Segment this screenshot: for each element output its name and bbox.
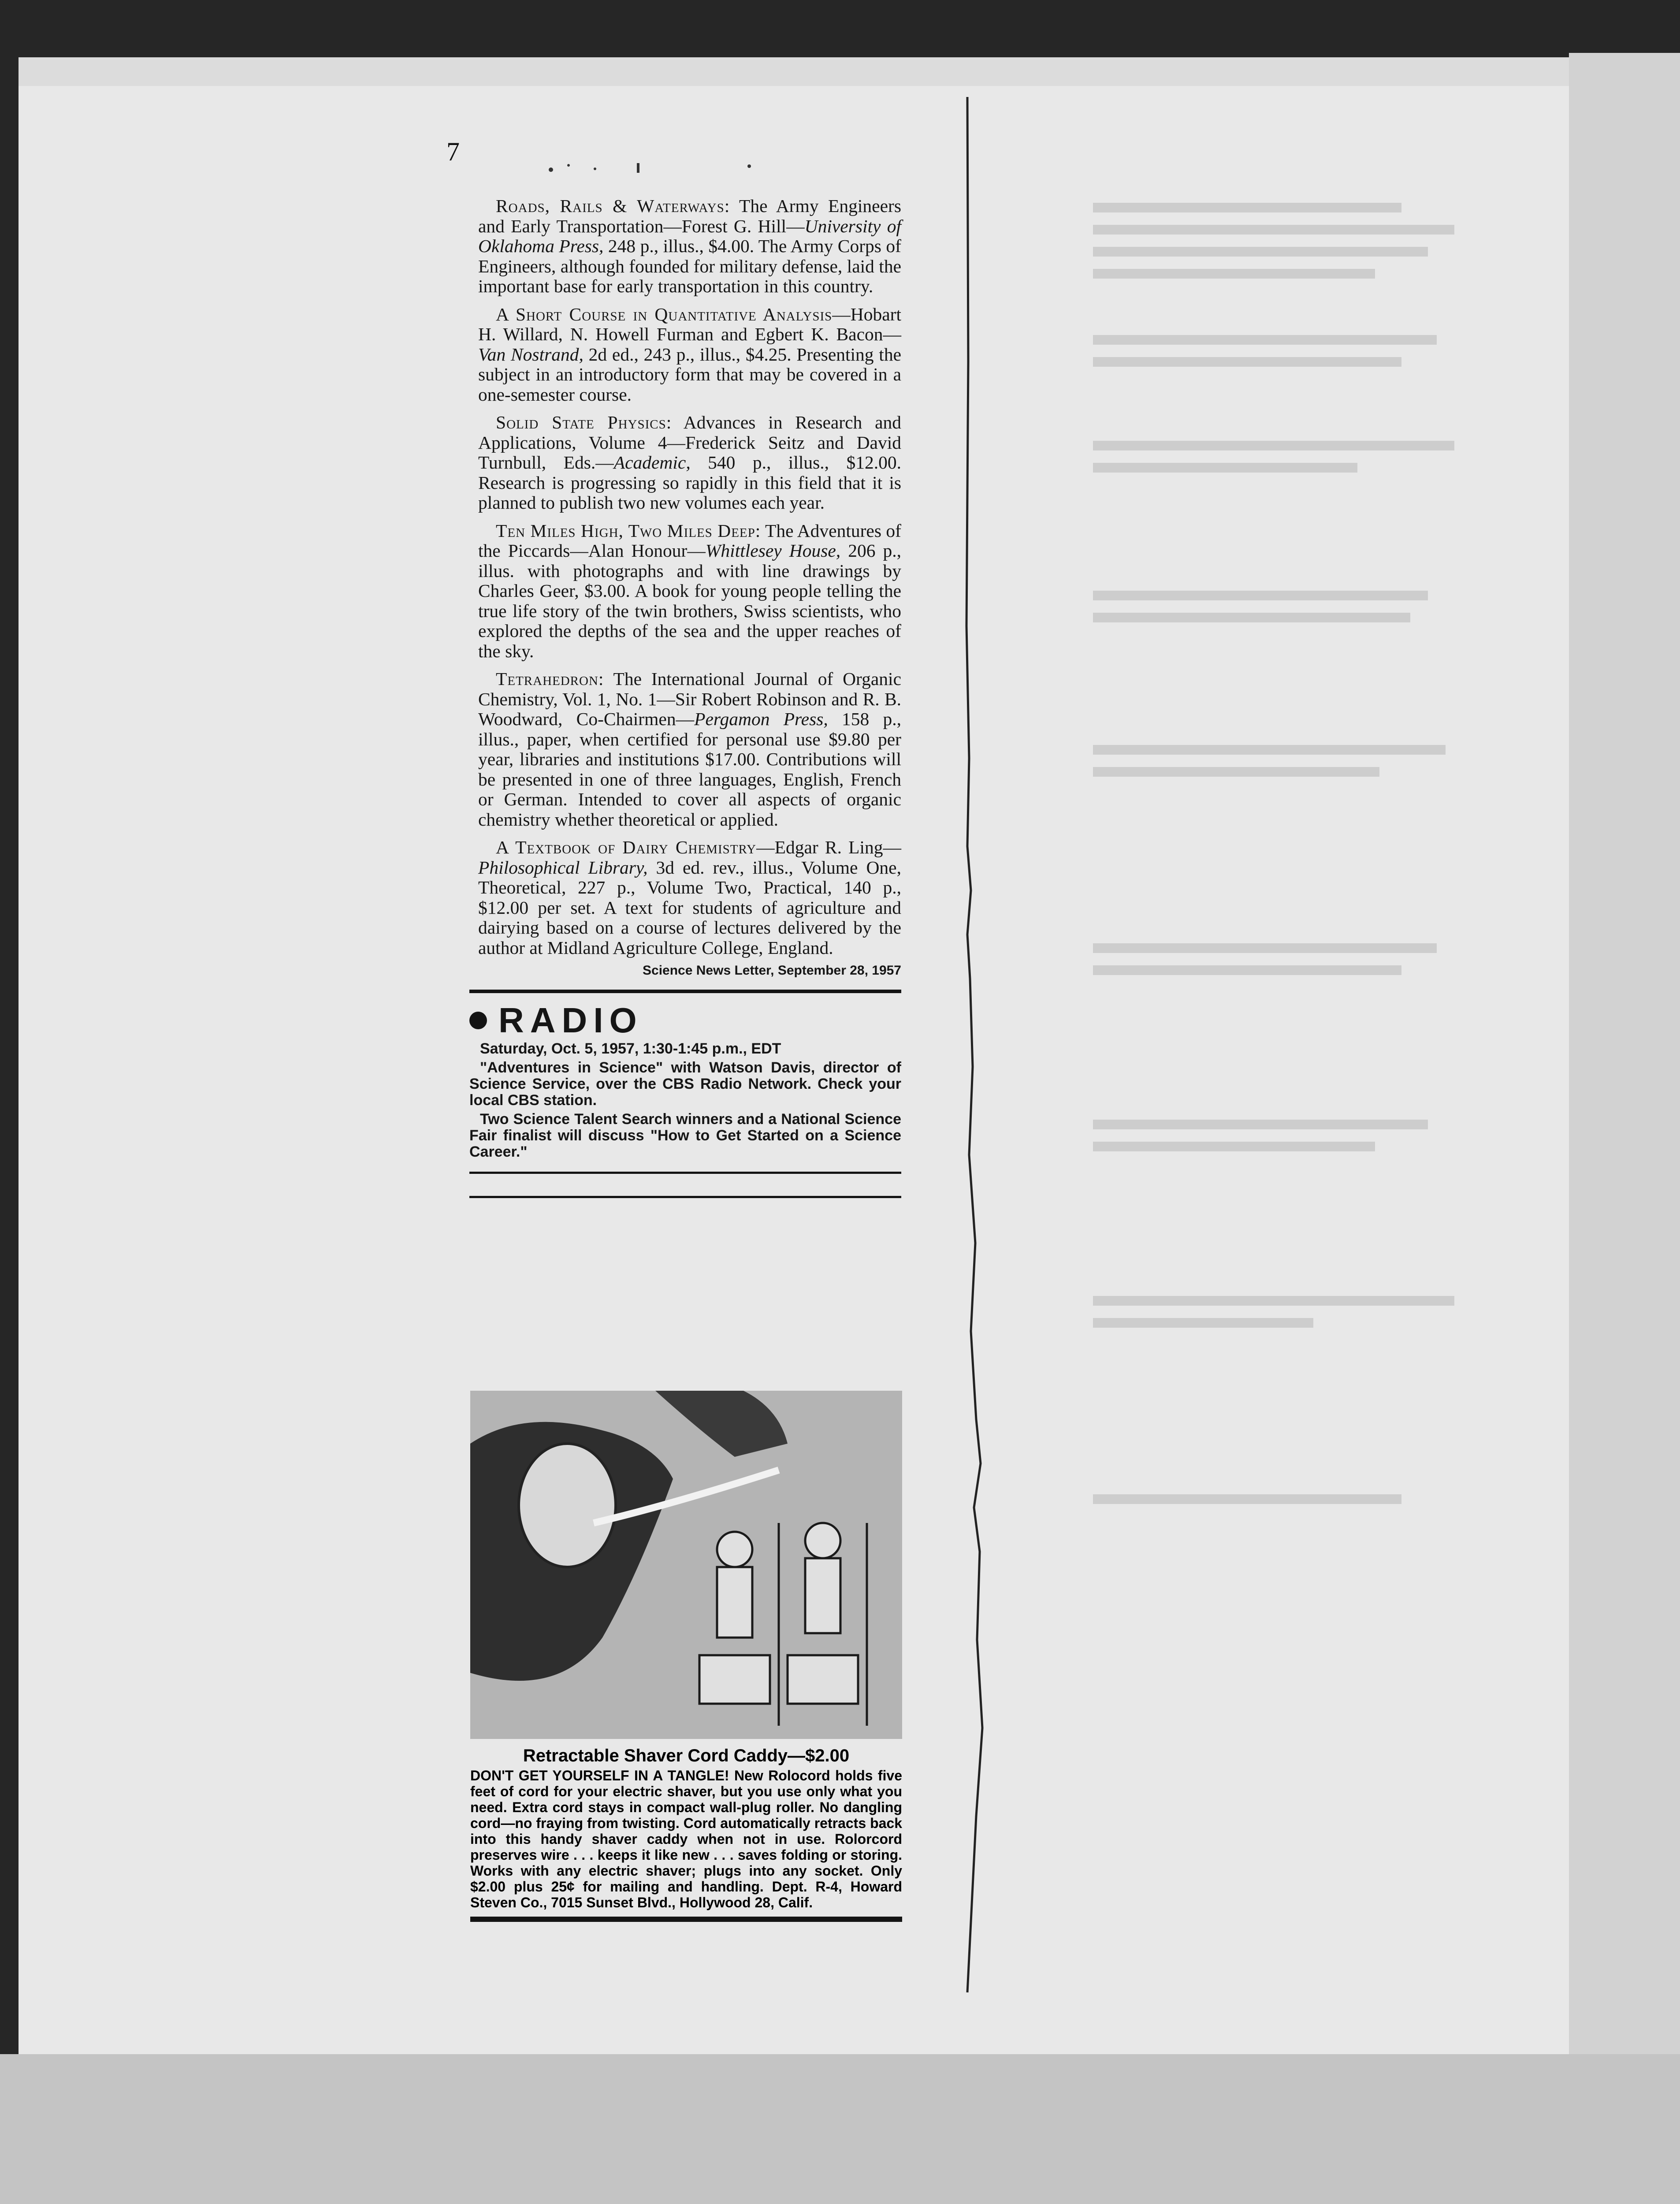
radio-paragraph: Two Science Talent Search winners and a National Science Fair finalist will discuss "How to Get Started on a Science Career." xyxy=(469,1111,901,1160)
review-title: Tetrahedron: xyxy=(496,669,604,689)
review-entry xyxy=(478,413,901,513)
review-text: The Adventures of the Piccards—Alan Honour— xyxy=(478,520,901,561)
shaver-cord-ad xyxy=(470,1391,902,1922)
radio-heading-text: RADIO xyxy=(498,1001,643,1040)
review-title: A Short Course in Quantitative Analysis xyxy=(496,304,833,324)
ad-bottom-rule xyxy=(470,1917,902,1922)
page-number: 7 xyxy=(446,137,460,166)
review-title: Solid State Physics: xyxy=(496,412,672,432)
review-entry xyxy=(478,305,901,405)
review-text: 248 p., illus., $4.00. The Army Corps of Engineers, although founded for military defense, laid the important base for early transportation in this country. xyxy=(478,236,901,296)
review-title: Roads, Rails & Waterways: xyxy=(496,196,730,216)
review-entry xyxy=(478,196,901,297)
radio-heading xyxy=(469,1000,901,1041)
review-text: 206 p., illus. with photographs and with line drawings by Charles Geer, $3.00. A book for young people telling the true life story of the twin brothers, Swiss scientists, who explored the depths of the sea and the upper reaches of the sky. xyxy=(478,540,901,661)
review-entry xyxy=(478,669,901,830)
radio-paragraph: "Adventures in Science" with Watson Davis, director of Science Service, over the CBS Radio Network. Check your local CBS station. xyxy=(469,1059,901,1109)
review-publisher: University of Oklahoma Press, xyxy=(478,216,901,256)
section-divider xyxy=(469,1196,901,1198)
section-divider xyxy=(469,990,901,993)
review-publisher: Academic, xyxy=(613,452,691,473)
torn-clipping-edge xyxy=(950,97,989,2019)
adjacent-page-edge xyxy=(1569,53,1680,2063)
review-text: 2d ed., 243 p., illus., $4.25. Presenting the subject in an introductory form that may be covered in a one-semester course. xyxy=(478,344,902,405)
section-divider xyxy=(469,1172,901,1174)
lower-sheet xyxy=(0,2054,1680,2204)
ad-title: Retractable Shaver Cord Caddy—$2.00 xyxy=(523,1746,850,1765)
ad-illustration xyxy=(470,1391,902,1739)
review-entry xyxy=(478,521,901,662)
credit-line: Science News Letter, September 28, 1957 xyxy=(643,963,901,978)
radio-notice xyxy=(469,1041,901,1160)
review-title: A Textbook of Dairy Chemistry xyxy=(496,837,757,857)
review-title: Ten Miles High, Two Miles Deep: xyxy=(496,520,761,541)
review-text: The Army Engineers and Early Transportation—Forest G. Hill— xyxy=(478,196,901,236)
review-text: 3d ed. rev., illus., Volume One, Theoretical, 227 p., Volume Two, Practical, 140 p., $12.00 per set. A text for students of agriculture and dairying based on a course of lectures delivered by the author at Midland Agriculture College, England. xyxy=(478,857,901,958)
bleed-through-text xyxy=(1075,194,1560,1560)
ad-body: DON'T GET YOURSELF IN A TANGLE! New Rolocord holds five feet of cord for your electric shaver, but you use only what you need. Extra cord stays in compact wall-plug roller. No dangling cord—no fraying from twisting. Cord automatically retracts back into this handy shaver caddy when not in use. Rolorcord preserves wire . . . keeps it like new . . . saves folding or storing. Works with any electric shaver; plugs into any socket. Only $2.00 plus 25¢ for mailing and handling. Dept. R-4, Howard Steven Co., 7015 Sunset Blvd., Hollywood 28, Calif. xyxy=(470,1768,902,1910)
hand-and-shaver-illustration xyxy=(470,1391,902,1739)
review-text: The International Journal of Organic Chemistry, Vol. 1, No. 1—Sir Robert Robinson and R. B. Woodward, Co-Chairmen— xyxy=(478,669,901,729)
stray-marks xyxy=(542,161,789,179)
book-reviews-column xyxy=(469,196,902,1198)
review-publisher: Whittlesey House, xyxy=(705,540,841,561)
bullet-icon xyxy=(469,1012,487,1029)
review-text: 158 p., illus., paper, when certified for personal use $9.80 per year, libraries and institutions $17.00. Contributions will be presented in one of three languages, English, French or German. Intended to cover all aspects of organic chemistry whether theoretical or applied. xyxy=(478,709,901,830)
review-entry xyxy=(478,838,901,958)
review-publisher: Philosophical Library, xyxy=(478,857,648,878)
review-text: Advances in Research and Applications, Volume 4—Frederick Seitz and David Turnbull, Eds.— xyxy=(478,412,901,473)
radio-schedule: Saturday, Oct. 5, 1957, 1:30-1:45 p.m., EDT xyxy=(480,1040,781,1057)
review-text: —Edgar R. Ling— xyxy=(756,837,901,857)
review-text: 540 p., illus., $12.00. Research is progressing so rapidly in this field that it is planned to publish two new volumes each year. xyxy=(478,452,901,513)
review-text: —Hobart H. Willard, N. Howell Furman and Egbert K. Bacon— xyxy=(478,304,901,344)
review-publisher: Van Nostrand, xyxy=(478,344,584,365)
review-publisher: Pergamon Press, xyxy=(694,709,828,729)
